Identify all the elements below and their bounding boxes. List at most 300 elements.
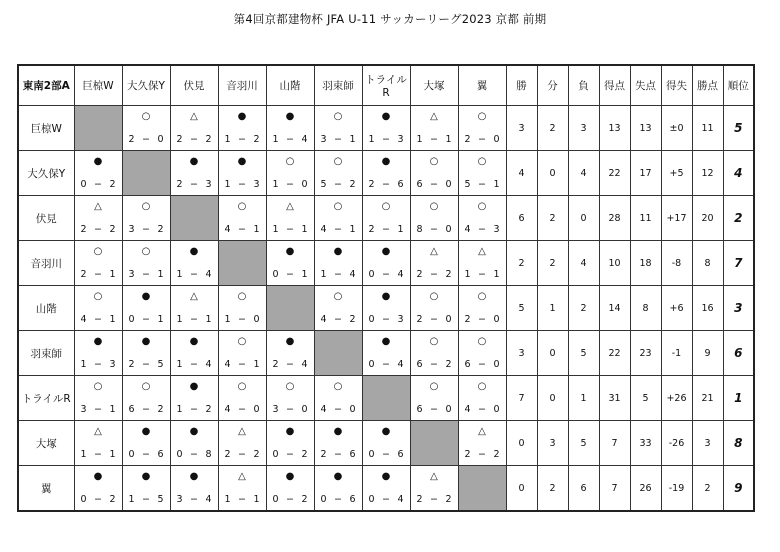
column-header-team: 伏見 <box>170 65 218 106</box>
score <box>315 314 362 325</box>
score-separator: − <box>430 224 438 235</box>
goals-against: 3 <box>397 134 404 145</box>
result-mark: ○ <box>237 291 247 302</box>
match-result-cell <box>362 286 410 331</box>
stat-cell: 2 <box>537 196 568 241</box>
goals-for: 2 <box>416 314 423 325</box>
score-separator: − <box>286 134 294 145</box>
result-mark: △ <box>478 426 486 437</box>
row-team-name: 音羽川 <box>18 241 74 286</box>
stat-cell: 8 <box>630 286 661 331</box>
stat-cell: 9 <box>692 331 723 376</box>
result-mark: ● <box>333 426 343 437</box>
goals-for: 2 <box>176 179 183 190</box>
goals-for: 4 <box>224 359 231 370</box>
match-result-cell <box>170 106 218 151</box>
match-result-cell <box>74 421 122 466</box>
goals-against: 0 <box>157 134 164 145</box>
score <box>459 224 506 235</box>
score-separator: − <box>430 359 438 370</box>
score-separator: − <box>94 179 102 190</box>
score-separator: − <box>382 494 390 505</box>
score-separator: − <box>286 224 294 235</box>
match-result-cell <box>314 241 362 286</box>
result-mark: △ <box>430 246 438 257</box>
goals-for: 4 <box>224 404 231 415</box>
goals-against: 2 <box>445 269 452 280</box>
score <box>219 494 266 505</box>
score-separator: − <box>190 134 198 145</box>
stat-cell: 17 <box>630 151 661 196</box>
result-mark: △ <box>94 201 102 212</box>
stat-cell: 26 <box>630 466 661 512</box>
score <box>411 314 458 325</box>
score <box>219 404 266 415</box>
table-row <box>18 376 754 421</box>
goals-against: 1 <box>301 269 308 280</box>
score <box>219 449 266 460</box>
goals-against: 2 <box>109 179 116 190</box>
result-mark: △ <box>190 111 198 122</box>
self-match-cell <box>362 376 410 421</box>
match-result-cell <box>314 421 362 466</box>
match-result-cell <box>362 151 410 196</box>
match-result-cell <box>314 106 362 151</box>
table-row <box>18 421 754 466</box>
goals-against: 1 <box>493 269 500 280</box>
score <box>267 269 314 280</box>
column-header-stat: 得点 <box>599 65 630 106</box>
match-result-cell <box>362 421 410 466</box>
score-separator: − <box>478 449 486 460</box>
score-separator: − <box>190 494 198 505</box>
row-team-name: 羽束師 <box>18 331 74 376</box>
score-separator: − <box>334 269 342 280</box>
result-mark: ○ <box>285 156 295 167</box>
rank-cell: 7 <box>723 241 754 286</box>
goals-for: 1 <box>224 179 231 190</box>
score-separator: − <box>430 179 438 190</box>
column-header-team: 大塚 <box>410 65 458 106</box>
goals-for: 1 <box>272 134 279 145</box>
match-result-cell <box>362 241 410 286</box>
stat-cell: 5 <box>568 421 599 466</box>
goals-against: 1 <box>445 134 452 145</box>
goals-for: 0 <box>368 359 375 370</box>
goals-for: 1 <box>176 314 183 325</box>
score <box>219 314 266 325</box>
score <box>411 179 458 190</box>
score-separator: − <box>382 134 390 145</box>
match-result-cell <box>458 421 506 466</box>
goals-against: 6 <box>397 449 404 460</box>
score <box>171 494 218 505</box>
goals-against: 8 <box>205 449 212 460</box>
match-result-cell <box>410 286 458 331</box>
match-result-cell <box>170 241 218 286</box>
goals-for: 2 <box>128 134 135 145</box>
result-mark: ● <box>333 246 343 257</box>
goals-against: 1 <box>253 224 260 235</box>
stat-cell: 21 <box>692 376 723 421</box>
result-mark: ○ <box>477 291 487 302</box>
goals-against: 3 <box>205 179 212 190</box>
match-result-cell <box>314 196 362 241</box>
result-mark: ● <box>285 111 295 122</box>
goals-against: 6 <box>349 494 356 505</box>
score-separator: − <box>430 404 438 415</box>
goals-against: 1 <box>157 314 164 325</box>
result-mark: ○ <box>429 156 439 167</box>
score <box>459 449 506 460</box>
match-result-cell <box>170 376 218 421</box>
score-separator: − <box>190 179 198 190</box>
score <box>267 404 314 415</box>
goals-for: 4 <box>80 314 87 325</box>
goals-against: 2 <box>109 494 116 505</box>
stat-cell: -8 <box>661 241 692 286</box>
stat-cell: 0 <box>568 196 599 241</box>
goals-for: 1 <box>272 224 279 235</box>
score <box>123 359 170 370</box>
score <box>363 179 410 190</box>
result-mark: ○ <box>477 156 487 167</box>
match-result-cell <box>266 376 314 421</box>
result-mark: ● <box>381 426 391 437</box>
stat-cell: -19 <box>661 466 692 512</box>
match-result-cell <box>218 151 266 196</box>
result-mark: ○ <box>429 381 439 392</box>
result-mark: ○ <box>333 201 343 212</box>
goals-for: 3 <box>80 404 87 415</box>
goals-against: 1 <box>301 224 308 235</box>
goals-for: 3 <box>128 269 135 280</box>
match-result-cell <box>362 106 410 151</box>
stat-cell: 3 <box>506 106 537 151</box>
stat-cell: 11 <box>692 106 723 151</box>
result-mark: ○ <box>141 111 151 122</box>
match-result-cell <box>314 376 362 421</box>
result-mark: ● <box>93 336 103 347</box>
score <box>267 494 314 505</box>
score <box>363 314 410 325</box>
score <box>363 494 410 505</box>
stat-cell: 12 <box>692 151 723 196</box>
result-mark: ○ <box>477 201 487 212</box>
match-result-cell <box>122 286 170 331</box>
score-separator: − <box>382 359 390 370</box>
score-separator: − <box>478 134 486 145</box>
score-separator: − <box>142 359 150 370</box>
stat-cell: 3 <box>506 331 537 376</box>
goals-against: 2 <box>253 449 260 460</box>
score-separator: − <box>238 359 246 370</box>
stat-cell: 8 <box>692 241 723 286</box>
stat-cell: +17 <box>661 196 692 241</box>
result-mark: ● <box>285 426 295 437</box>
stat-cell: 7 <box>599 421 630 466</box>
rank-cell: 5 <box>723 106 754 151</box>
score-separator: − <box>334 404 342 415</box>
stat-cell: 2 <box>692 466 723 512</box>
match-result-cell <box>122 106 170 151</box>
goals-for: 4 <box>224 224 231 235</box>
result-mark: △ <box>430 471 438 482</box>
result-mark: ● <box>189 426 199 437</box>
goals-against: 4 <box>301 359 308 370</box>
stat-cell: -26 <box>661 421 692 466</box>
goals-against: 1 <box>397 224 404 235</box>
goals-against: 1 <box>349 134 356 145</box>
goals-against: 2 <box>301 494 308 505</box>
goals-for: 4 <box>320 314 327 325</box>
score-separator: − <box>286 179 294 190</box>
score-separator: − <box>238 404 246 415</box>
score <box>171 179 218 190</box>
stat-cell: 20 <box>692 196 723 241</box>
self-match-cell <box>122 151 170 196</box>
score-separator: − <box>94 269 102 280</box>
result-mark: ● <box>93 471 103 482</box>
league-table <box>17 64 755 512</box>
score <box>411 134 458 145</box>
match-result-cell <box>458 196 506 241</box>
stat-cell: 1 <box>537 286 568 331</box>
row-team-name: 巨椋W <box>18 106 74 151</box>
goals-against: 0 <box>253 404 260 415</box>
score <box>171 449 218 460</box>
goals-against: 4 <box>397 269 404 280</box>
score <box>75 269 122 280</box>
result-mark: ○ <box>333 381 343 392</box>
result-mark: ○ <box>429 291 439 302</box>
goals-for: 5 <box>464 179 471 190</box>
goals-for: 0 <box>272 494 279 505</box>
result-mark: ● <box>237 111 247 122</box>
self-match-cell <box>458 466 506 512</box>
score <box>171 134 218 145</box>
stat-cell: 11 <box>630 196 661 241</box>
goals-against: 3 <box>109 359 116 370</box>
goals-against: 6 <box>397 179 404 190</box>
goals-against: 1 <box>109 449 116 460</box>
table-row <box>18 466 754 512</box>
match-result-cell <box>122 376 170 421</box>
score-separator: − <box>190 269 198 280</box>
match-result-cell <box>458 151 506 196</box>
rank-cell: 9 <box>723 466 754 512</box>
score <box>459 314 506 325</box>
score-separator: − <box>238 449 246 460</box>
score-separator: − <box>478 359 486 370</box>
stat-cell: 4 <box>568 241 599 286</box>
stat-cell: +26 <box>661 376 692 421</box>
score-separator: − <box>478 404 486 415</box>
score-separator: − <box>430 134 438 145</box>
score <box>267 449 314 460</box>
score <box>363 359 410 370</box>
goals-for: 1 <box>128 494 135 505</box>
goals-for: 2 <box>320 449 327 460</box>
score-separator: − <box>142 314 150 325</box>
score <box>363 224 410 235</box>
score <box>123 134 170 145</box>
result-mark: ● <box>141 471 151 482</box>
goals-for: 4 <box>320 224 327 235</box>
match-result-cell <box>74 151 122 196</box>
goals-against: 6 <box>157 449 164 460</box>
result-mark: ○ <box>381 201 391 212</box>
goals-for: 3 <box>272 404 279 415</box>
goals-against: 4 <box>397 494 404 505</box>
result-mark: ● <box>93 156 103 167</box>
goals-for: 3 <box>176 494 183 505</box>
result-mark: ● <box>333 471 343 482</box>
result-mark: ● <box>285 336 295 347</box>
score <box>75 224 122 235</box>
score-separator: − <box>142 269 150 280</box>
match-result-cell <box>458 106 506 151</box>
goals-against: 2 <box>109 224 116 235</box>
goals-against: 1 <box>349 224 356 235</box>
result-mark: △ <box>238 426 246 437</box>
goals-for: 3 <box>320 134 327 145</box>
score <box>459 269 506 280</box>
table-row <box>18 106 754 151</box>
score-separator: − <box>94 314 102 325</box>
result-mark: ● <box>381 471 391 482</box>
stat-cell: 10 <box>599 241 630 286</box>
score-separator: − <box>94 359 102 370</box>
match-result-cell <box>458 376 506 421</box>
score-separator: − <box>382 449 390 460</box>
stat-cell: 5 <box>506 286 537 331</box>
score <box>363 134 410 145</box>
goals-against: 4 <box>205 269 212 280</box>
match-result-cell <box>314 151 362 196</box>
goals-against: 0 <box>493 404 500 415</box>
rank-cell: 6 <box>723 331 754 376</box>
goals-for: 8 <box>416 224 423 235</box>
self-match-cell <box>266 286 314 331</box>
table-row <box>18 196 754 241</box>
score-separator: − <box>430 314 438 325</box>
stat-cell: 5 <box>630 376 661 421</box>
goals-against: 5 <box>157 359 164 370</box>
goals-for: 0 <box>272 449 279 460</box>
goals-for: 0 <box>272 269 279 280</box>
corner-label: 東南2部A <box>18 65 74 106</box>
score <box>171 359 218 370</box>
stat-cell: 33 <box>630 421 661 466</box>
stat-cell: 0 <box>506 466 537 512</box>
result-mark: ● <box>189 246 199 257</box>
goals-for: 0 <box>128 314 135 325</box>
goals-against: 0 <box>349 404 356 415</box>
stat-cell: 0 <box>537 151 568 196</box>
result-mark: ○ <box>93 381 103 392</box>
row-team-name: 大塚 <box>18 421 74 466</box>
match-result-cell <box>218 466 266 512</box>
match-result-cell <box>266 421 314 466</box>
goals-for: 0 <box>80 494 87 505</box>
score <box>459 134 506 145</box>
goals-for: 2 <box>464 134 471 145</box>
stat-cell: 0 <box>506 421 537 466</box>
goals-against: 4 <box>205 494 212 505</box>
score-separator: − <box>334 314 342 325</box>
goals-for: 2 <box>416 269 423 280</box>
score <box>75 494 122 505</box>
score <box>123 224 170 235</box>
match-result-cell <box>410 331 458 376</box>
goals-against: 3 <box>493 224 500 235</box>
score-separator: − <box>286 494 294 505</box>
goals-against: 0 <box>445 314 452 325</box>
page-title: 第4回京都建物杯 JFA U-11 サッカーリーグ2023 京都 前期 <box>233 12 547 26</box>
goals-for: 5 <box>320 179 327 190</box>
score-separator: − <box>190 404 198 415</box>
rank-cell: 1 <box>723 376 754 421</box>
goals-against: 0 <box>253 314 260 325</box>
score-separator: − <box>94 449 102 460</box>
self-match-cell <box>314 331 362 376</box>
goals-for: 6 <box>464 359 471 370</box>
goals-for: 2 <box>368 224 375 235</box>
goals-against: 2 <box>253 134 260 145</box>
stat-cell: 7 <box>599 466 630 512</box>
score-separator: − <box>238 179 246 190</box>
column-header-team: 音羽川 <box>218 65 266 106</box>
result-mark: ○ <box>93 246 103 257</box>
match-result-cell <box>266 196 314 241</box>
match-result-cell <box>266 151 314 196</box>
match-result-cell <box>74 331 122 376</box>
score <box>75 179 122 190</box>
result-mark: △ <box>94 426 102 437</box>
goals-against: 1 <box>205 314 212 325</box>
score <box>123 269 170 280</box>
goals-against: 2 <box>349 179 356 190</box>
stat-cell: ±0 <box>661 106 692 151</box>
score-separator: − <box>190 314 198 325</box>
match-result-cell <box>410 241 458 286</box>
goals-against: 4 <box>349 269 356 280</box>
score <box>459 359 506 370</box>
rank-cell: 4 <box>723 151 754 196</box>
goals-against: 2 <box>493 449 500 460</box>
score-separator: − <box>94 224 102 235</box>
stat-cell: 23 <box>630 331 661 376</box>
stat-cell: 2 <box>537 106 568 151</box>
score-separator: − <box>382 224 390 235</box>
match-result-cell <box>122 196 170 241</box>
score <box>411 269 458 280</box>
score <box>219 359 266 370</box>
score-separator: − <box>94 494 102 505</box>
stat-cell: 0 <box>537 376 568 421</box>
match-result-cell <box>410 196 458 241</box>
stat-cell: 3 <box>568 106 599 151</box>
score <box>123 314 170 325</box>
result-mark: ○ <box>477 111 487 122</box>
score-separator: − <box>286 269 294 280</box>
result-mark: ○ <box>477 336 487 347</box>
result-mark: ● <box>381 111 391 122</box>
result-mark: ● <box>189 336 199 347</box>
score <box>363 269 410 280</box>
match-result-cell <box>122 241 170 286</box>
